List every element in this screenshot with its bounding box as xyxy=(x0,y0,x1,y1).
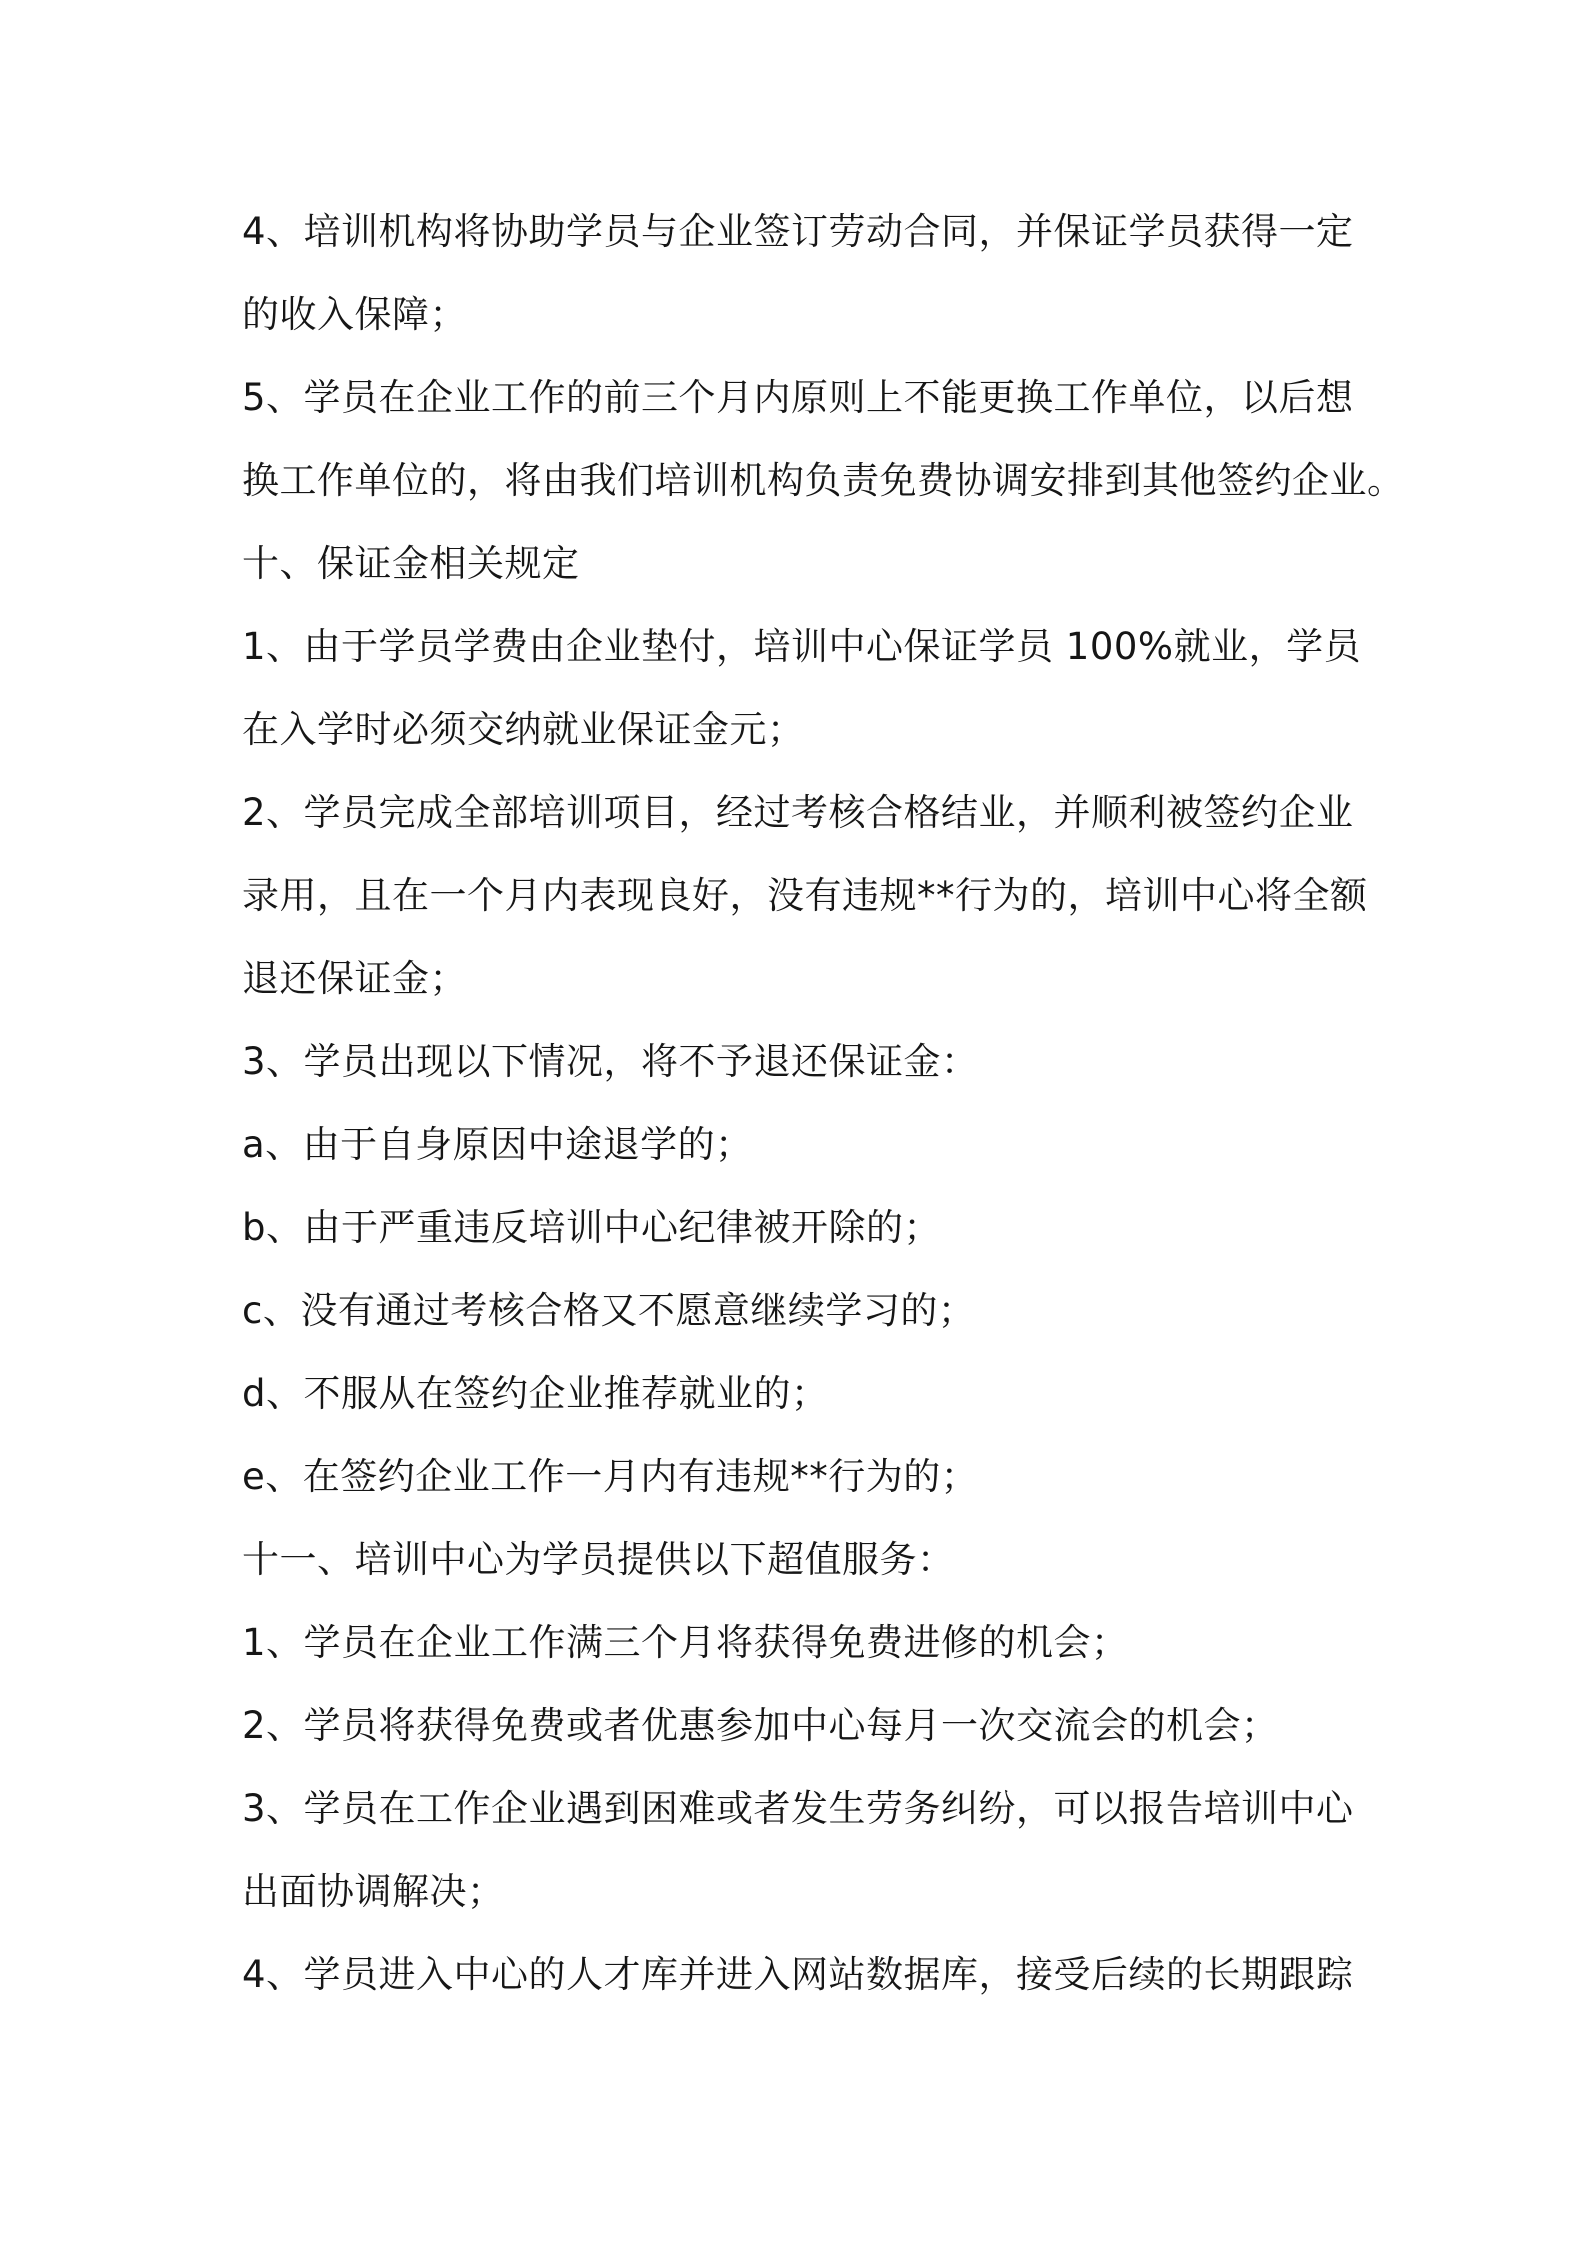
text-line: 2、学员将获得免费或者优惠参加中心每月一次交流会的机会； xyxy=(242,1704,1279,1747)
text-line: 5、学员在企业工作的前三个月内原则上不能更换工作单位，以后想 xyxy=(242,376,1354,419)
section-heading: 十、保证金相关规定 xyxy=(242,542,580,585)
document-body xyxy=(242,190,1405,2016)
text-line: 4、培训机构将协助学员与企业签订劳动合同，并保证学员获得一定 xyxy=(242,210,1354,253)
list-item: e、在签约企业工作一月内有违规**行为的； xyxy=(242,1455,979,1498)
text-line: 1、由于学员学费由企业垫付，培训中心保证学员 100%就业，学员 xyxy=(242,625,1362,668)
text-line: 出面协调解决； xyxy=(242,1870,505,1913)
list-item: b、由于严重违反培训中心纪律被开除的； xyxy=(242,1206,941,1249)
section-heading: 十一、培训中心为学员提供以下超值服务： xyxy=(242,1538,955,1581)
text-line: 4、学员进入中心的人才库并进入网站数据库，接受后续的长期跟踪 xyxy=(242,1953,1354,1996)
list-item: d、不服从在签约企业推荐就业的； xyxy=(242,1372,829,1415)
text-line: 录用，且在一个月内表现良好，没有违规**行为的，培训中心将全额 xyxy=(242,874,1368,917)
text-line: 的收入保障； xyxy=(242,293,467,336)
list-item: c、没有通过考核合格又不愿意继续学习的； xyxy=(242,1289,976,1332)
list-item: a、由于自身原因中途退学的； xyxy=(242,1123,753,1166)
text-line: 换工作单位的，将由我们培训机构负责免费协调安排到其他签约企业。 xyxy=(242,459,1405,502)
text-line: 在入学时必须交纳就业保证金元； xyxy=(242,708,805,751)
text-line: 3、学员出现以下情况，将不予退还保证金： xyxy=(242,1040,979,1083)
text-line: 退还保证金； xyxy=(242,957,467,1000)
text-line: 2、学员完成全部培训项目，经过考核合格结业，并顺利被签约企业 xyxy=(242,791,1354,834)
text-line: 1、学员在企业工作满三个月将获得免费进修的机会； xyxy=(242,1621,1129,1664)
text-line: 3、学员在工作企业遇到困难或者发生劳务纠纷，可以报告培训中心 xyxy=(242,1787,1354,1830)
